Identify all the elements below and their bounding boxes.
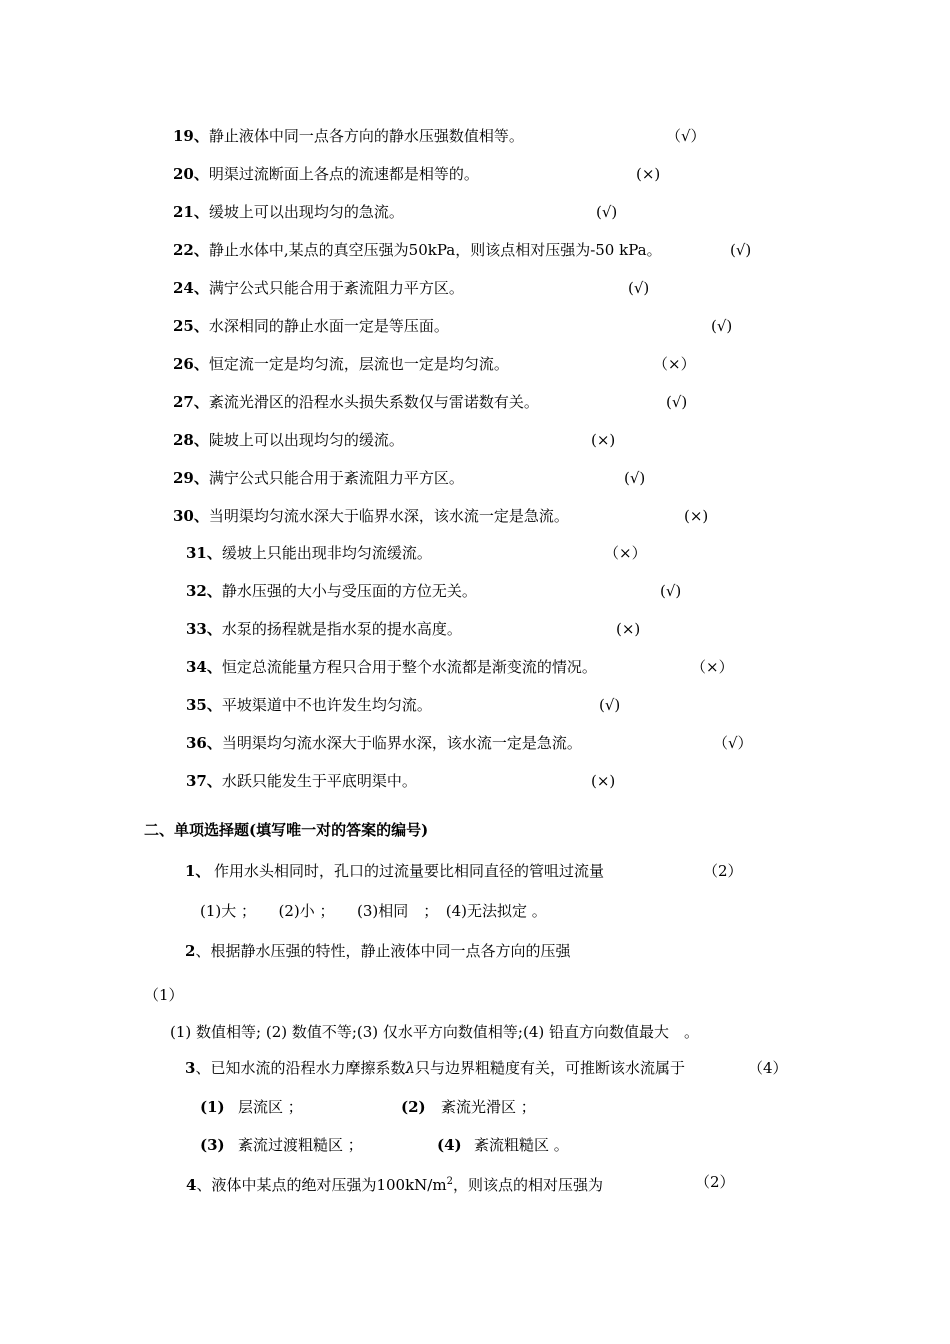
- answer-mark: (√): [628, 279, 650, 297]
- question-number: 29: [173, 469, 194, 487]
- question-number: 31: [186, 544, 207, 562]
- question-text: 恒定总流能量方程只合用于整个水流都是渐变流的情况。: [221, 658, 597, 676]
- question-text: 水泵的扬程就是指水泵的提水高度。: [221, 620, 462, 638]
- answer-options: (1)大 ； (2)小 ； (3)相同 ； (4)无法拟定 。: [200, 902, 547, 920]
- number-separator: 、: [193, 165, 209, 183]
- answer-mark: (×): [591, 772, 616, 790]
- question-text: 静止水体中,某点的真空压强为50kPa，则该点相对压强为-50 kPa。: [208, 241, 662, 259]
- answer-mark: （×）: [691, 658, 734, 676]
- answer-options: (1) 数值相等; (2) 数值不等;(3) 仅水平方向数值相等;(4) 铅直方向数值最大 。: [170, 1023, 699, 1041]
- number-separator: 、: [193, 317, 209, 335]
- answer-mark: (√): [666, 393, 688, 411]
- question-number: 34: [186, 658, 207, 676]
- question-text: 静水压强的大小与受压面的方位无关。: [221, 582, 477, 600]
- answer-mark: （2）: [703, 862, 743, 880]
- question-number: 26: [173, 355, 194, 373]
- question-number: 2: [185, 942, 196, 960]
- question-number: 20: [173, 165, 194, 183]
- question-number: 22: [173, 241, 194, 259]
- question-number: 28: [173, 431, 194, 449]
- option-text: 层流区 ；: [238, 1098, 303, 1116]
- question-number: 32: [186, 582, 207, 600]
- number-separator: 、: [193, 279, 209, 297]
- section-heading: 二、单项选择题(填写唯一对的答案的编号): [144, 821, 429, 839]
- answer-mark: （√）: [666, 127, 706, 145]
- question-text: 作用水头相同时，孔口的过流量要比相同直径的管咀过流量: [214, 862, 605, 880]
- answer-mark: (√): [730, 241, 752, 259]
- option-number: (2): [401, 1098, 426, 1116]
- number-separator: 、: [206, 620, 222, 638]
- question-text: 明渠过流断面上各点的流速都是相等的。: [208, 165, 479, 183]
- answer-mark: （4）: [748, 1059, 788, 1077]
- question-text: 水跃只能发生于平底明渠中。: [221, 772, 417, 790]
- answer-mark: (×): [591, 431, 616, 449]
- answer-mark: (√): [711, 317, 733, 335]
- answer-mark: (×): [636, 165, 661, 183]
- number-separator: 、: [193, 393, 209, 411]
- answer-mark: (×): [684, 507, 709, 525]
- option-text: 紊流粗糙区 。: [474, 1136, 569, 1154]
- answer-mark: (√): [599, 696, 621, 714]
- question-text-2: 只与边界粗糙度有关，可推断该水流属于: [414, 1059, 685, 1077]
- question-text: 、根据静水压强的特性，静止液体中同一点各方向的压强: [195, 942, 571, 960]
- number-separator: 、: [193, 241, 209, 259]
- answer-mark: (√): [660, 582, 682, 600]
- question-text: 满宁公式只能合用于紊流阻力平方区。: [208, 469, 464, 487]
- number-separator: 、: [193, 431, 209, 449]
- number-separator: 、: [193, 127, 209, 145]
- question-number: 4: [186, 1176, 197, 1194]
- question-text: 缓坡上只能出现非均匀流缓流。: [221, 544, 432, 562]
- question-text: 缓坡上可以出现均匀的急流。: [208, 203, 404, 221]
- option-text: 紊流过渡粗糙区 ；: [238, 1136, 363, 1154]
- question-number: 30: [173, 507, 194, 525]
- question-text: 当明渠均匀流水深大于临界水深，该水流一定是急流。: [208, 507, 569, 525]
- question-text: 平坡渠道中不也许发生均匀流。: [221, 696, 432, 714]
- question-text: 恒定流一定是均匀流，层流也一定是均匀流。: [208, 355, 509, 373]
- question-text: 当明渠均匀流水深大于临界水深，该水流一定是急流。: [221, 734, 582, 752]
- option-number: (3): [200, 1136, 225, 1154]
- question-text: 、液体中某点的绝对压强为100kN/m: [196, 1176, 447, 1194]
- question-text: 陡坡上可以出现均匀的缓流。: [208, 431, 404, 449]
- question-number: 19: [173, 127, 194, 145]
- number-separator: 、: [193, 355, 209, 373]
- answer-mark: (√): [624, 469, 646, 487]
- number-separator: 、: [206, 582, 222, 600]
- answer-mark: (√): [596, 203, 618, 221]
- number-separator: 、: [193, 469, 209, 487]
- lambda-symbol: λ: [405, 1059, 415, 1077]
- question-number: 24: [173, 279, 194, 297]
- answer-mark: （2）: [695, 1173, 735, 1191]
- question-number: 35: [186, 696, 207, 714]
- question-number: 33: [186, 620, 207, 638]
- question-number: 1、: [185, 862, 211, 880]
- question-number: 37: [186, 772, 207, 790]
- question-number: 36: [186, 734, 207, 752]
- number-separator: 、: [206, 658, 222, 676]
- question-text: 水深相同的静止水面一定是等压面。: [208, 317, 449, 335]
- question-text: 、已知水流的沿程水力摩擦系数: [195, 1059, 406, 1077]
- number-separator: 、: [193, 507, 209, 525]
- option-number: (4): [437, 1136, 462, 1154]
- superscript: 2: [446, 1176, 453, 1187]
- number-separator: 、: [206, 696, 222, 714]
- number-separator: 、: [193, 203, 209, 221]
- question-number: 27: [173, 393, 194, 411]
- answer-mark: （√）: [713, 734, 753, 752]
- number-separator: 、: [206, 772, 222, 790]
- question-text-2: ，则该点的相对压强为: [452, 1176, 603, 1194]
- option-text: 紊流光滑区 ；: [441, 1098, 536, 1116]
- question-text: 满宁公式只能合用于紊流阻力平方区。: [208, 279, 464, 297]
- answer-mark: (×): [616, 620, 641, 638]
- question-text: 紊流光滑区的沿程水头损失系数仅与雷诺数有关。: [208, 393, 539, 411]
- question-number: 3: [185, 1059, 196, 1077]
- number-separator: 、: [206, 544, 222, 562]
- answer-mark: （×）: [604, 544, 647, 562]
- question-number: 21: [173, 203, 194, 221]
- answer-mark: （×）: [653, 355, 696, 373]
- number-separator: 、: [206, 734, 222, 752]
- question-text: 静止液体中同一点各方向的静水压强数值相等。: [208, 127, 524, 145]
- question-number: 25: [173, 317, 194, 335]
- option-number: (1): [200, 1098, 225, 1116]
- answer-mark: （1）: [144, 986, 184, 1004]
